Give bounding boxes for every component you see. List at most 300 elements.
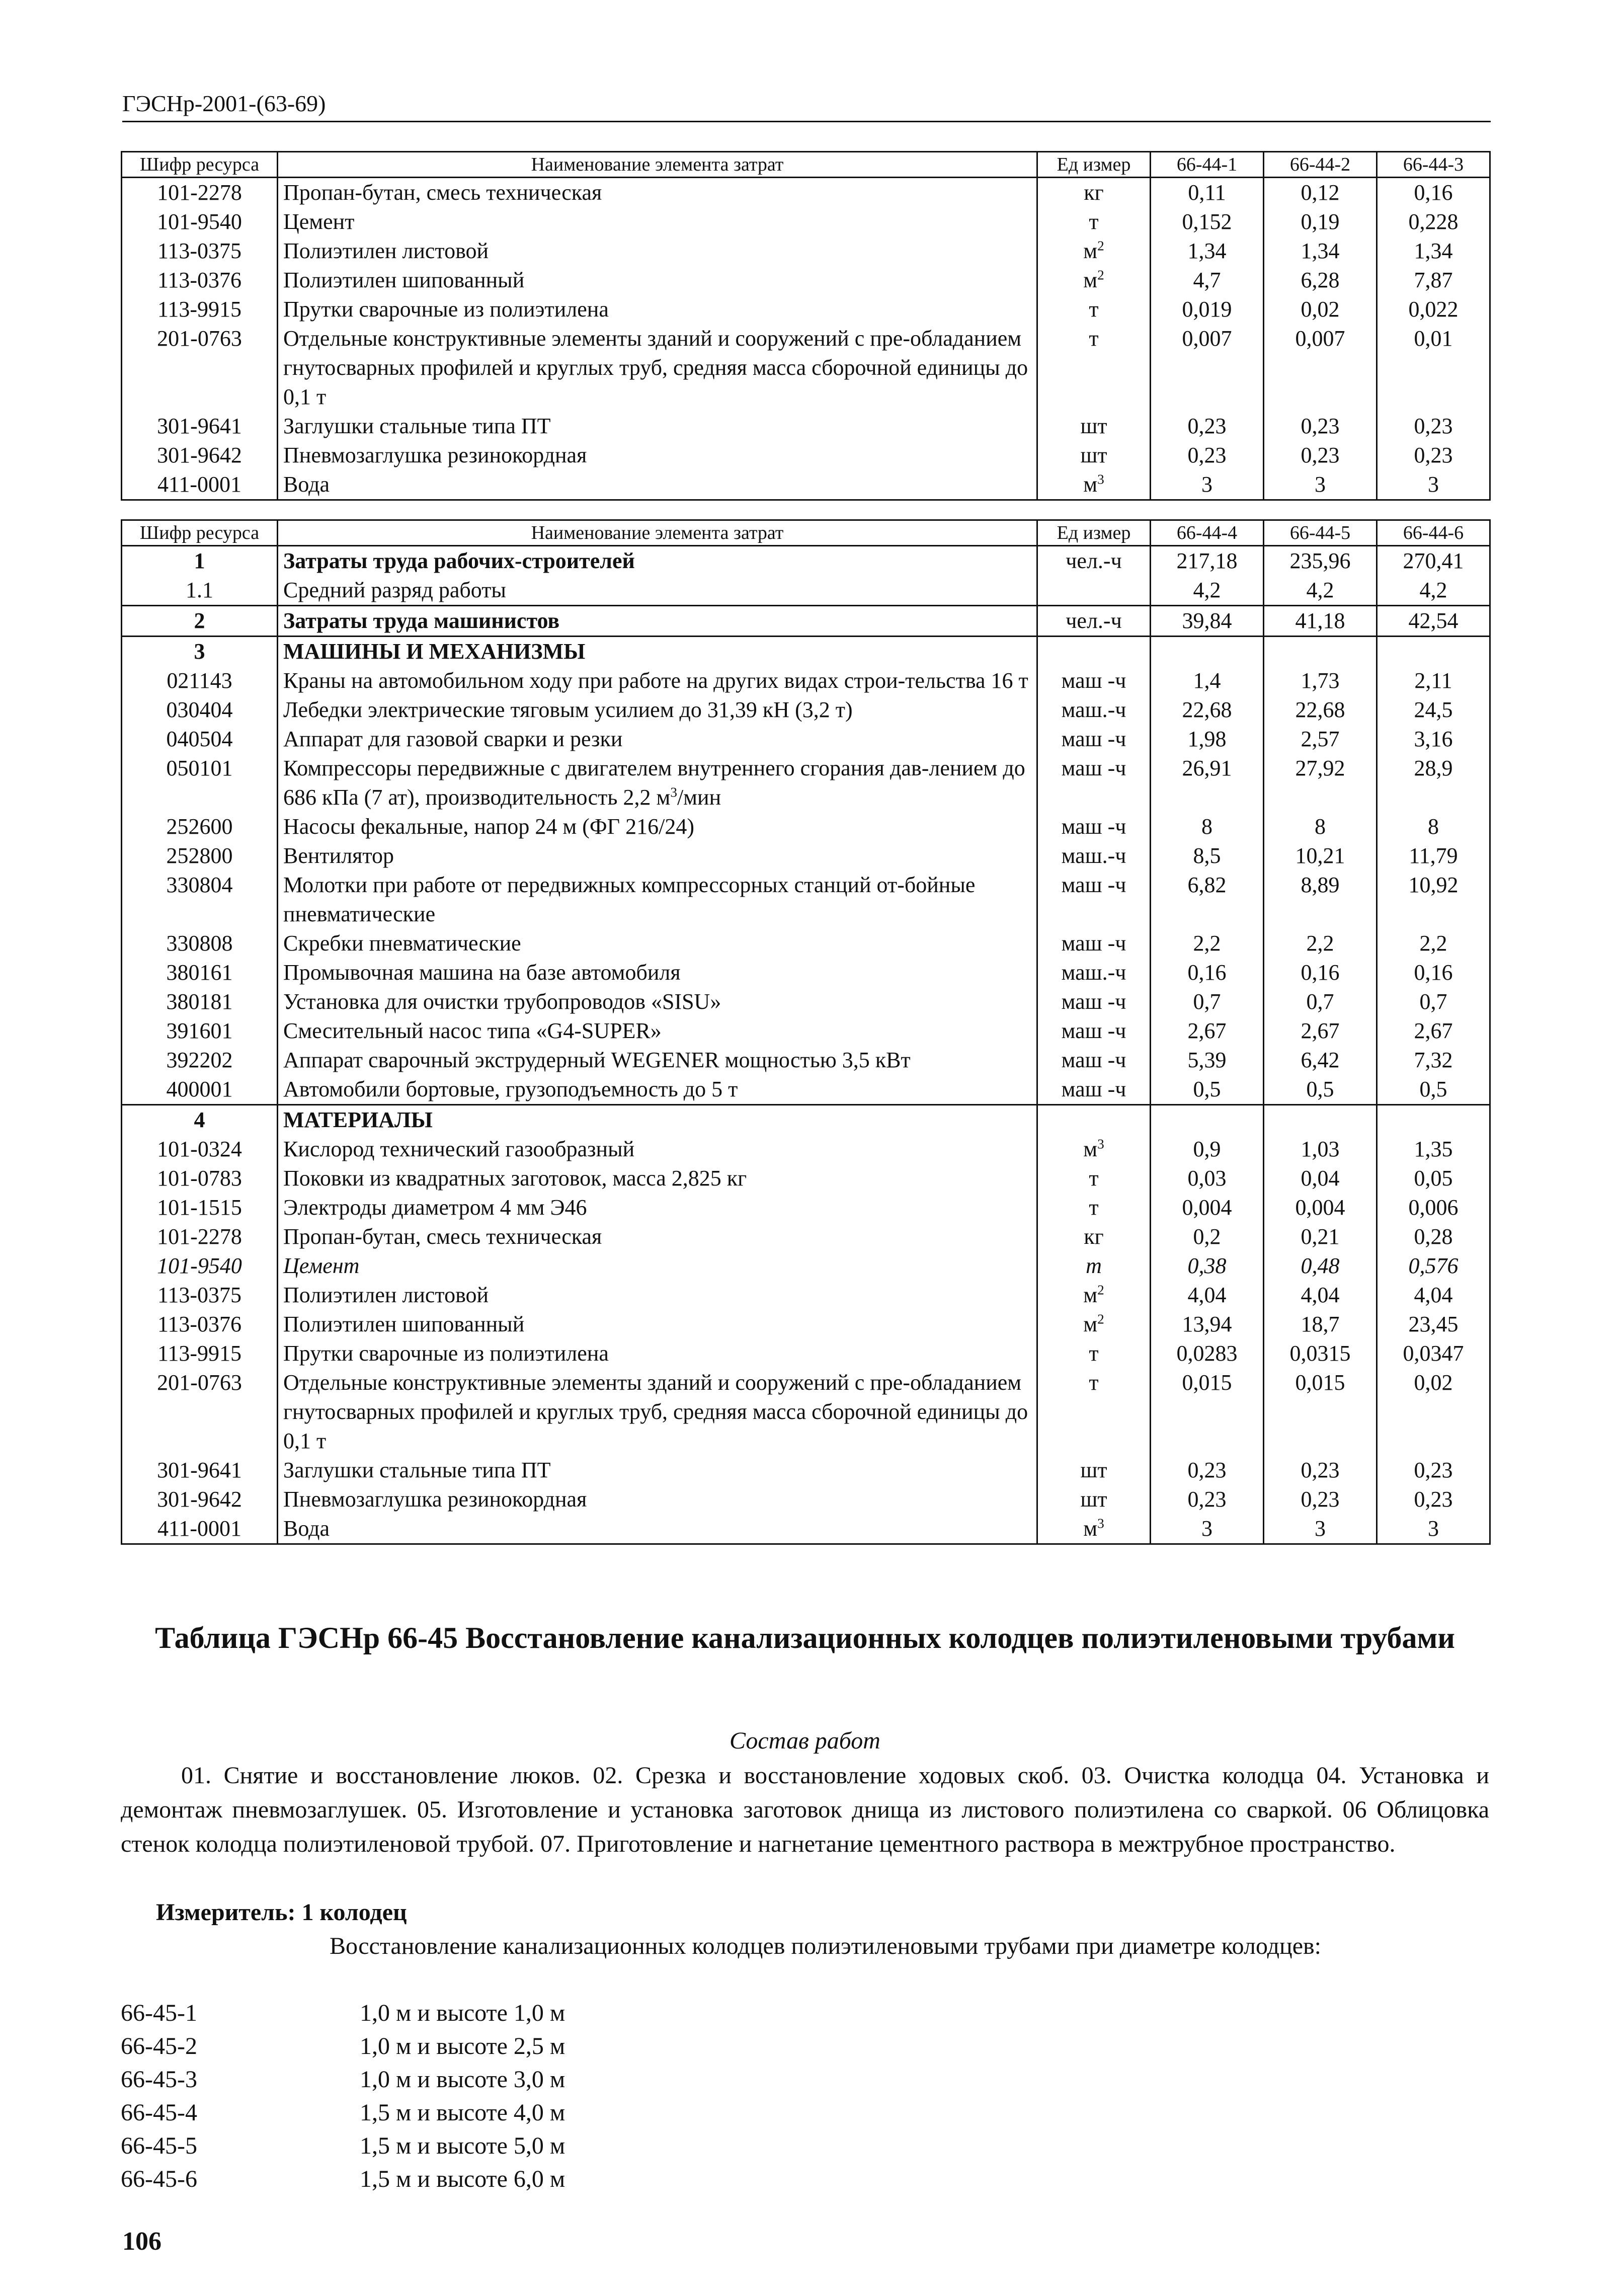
table-row — [122, 666, 1490, 695]
resource-code: 101-2278 — [122, 1222, 278, 1251]
value-cell: 1,98 — [1151, 725, 1264, 754]
value-cell — [1264, 637, 1377, 667]
value-cell: 0,23 — [1151, 441, 1264, 470]
resource-name: Отдельные конструктивные элементы зданий и сооружений с пре-обладанием гнутосварных профилей и круглых труб, средняя масса сборочной единицы до 0,1 т — [278, 324, 1037, 412]
variant-description: 1,0 м и высоте 3,0 м — [360, 2066, 565, 2093]
unit: $м^3$ — [1037, 470, 1151, 500]
table-row — [122, 1105, 1490, 1135]
table-row — [122, 958, 1490, 987]
meter-label: Измеритель: — [156, 1899, 296, 1926]
resource-code: 301-9642 — [122, 441, 278, 470]
column-header: Ед измер — [1037, 520, 1151, 546]
value-cell: 0,006 — [1377, 1193, 1490, 1222]
unit: шт — [1037, 412, 1151, 441]
unit: т — [1037, 207, 1151, 236]
variant-code: 66-45-5 — [121, 2132, 197, 2159]
value-cell — [1264, 1105, 1377, 1135]
resource-code: 101-0324 — [122, 1135, 278, 1164]
value-cell: 3 — [1264, 470, 1377, 500]
resource-name: Заглушки стальные типа ПТ — [278, 412, 1037, 441]
value-cell: 0,48 — [1264, 1251, 1377, 1281]
unit: чел.-ч — [1037, 546, 1151, 576]
variant-code: 66-45-2 — [121, 2033, 197, 2060]
value-cell: 0,019 — [1151, 295, 1264, 324]
column-header: Ед измер — [1037, 152, 1151, 178]
column-header: 66-44-1 — [1151, 152, 1264, 178]
resource-name: Цемент — [278, 207, 1037, 236]
variant-intro: Восстановление канализационных колодцев полиэтиленовыми трубами при диаметре колодцев: — [330, 1933, 1321, 1959]
value-cell: 0,23 — [1264, 412, 1377, 441]
table-row — [122, 987, 1490, 1016]
resource-name: Заглушки стальные типа ПТ — [278, 1456, 1037, 1485]
value-cell: 0,23 — [1377, 1456, 1490, 1485]
value-cell: 0,152 — [1151, 207, 1264, 236]
table-row — [122, 1368, 1490, 1456]
resource-code: 3 — [122, 637, 278, 667]
resource-name: Затраты труда рабочих-строителей — [278, 546, 1037, 576]
unit: маш -ч — [1037, 754, 1151, 812]
value-cell: 0,23 — [1377, 441, 1490, 470]
unit: шт — [1037, 441, 1151, 470]
resource-code: 392202 — [122, 1046, 278, 1075]
value-cell: 0,015 — [1264, 1368, 1377, 1456]
unit: маш -ч — [1037, 1075, 1151, 1105]
table-row — [122, 412, 1490, 441]
value-cell: 1,34 — [1264, 236, 1377, 266]
resource-code: 301-9642 — [122, 1485, 278, 1514]
value-cell: 0,23 — [1151, 412, 1264, 441]
table-row — [122, 441, 1490, 470]
table-row — [122, 576, 1490, 606]
table-row — [122, 1164, 1490, 1193]
resource-name: Средний разряд работы — [278, 576, 1037, 606]
resource-code: 101-9540 — [122, 207, 278, 236]
unit: шт — [1037, 1485, 1151, 1514]
table-row — [122, 1281, 1490, 1310]
unit: маш.-ч — [1037, 958, 1151, 987]
unit: т — [1037, 1368, 1151, 1456]
table-row — [122, 725, 1490, 754]
value-cell: 6,82 — [1151, 870, 1264, 929]
table-row — [122, 1514, 1490, 1544]
resource-name: Лебедки электрические тяговым усилием до 31,39 кН (3,2 т) — [278, 695, 1037, 725]
resource-name: Смесительный насос типа «G4-SUPER» — [278, 1016, 1037, 1046]
value-cell: 2,67 — [1264, 1016, 1377, 1046]
value-cell: 0,38 — [1151, 1251, 1264, 1281]
meter-line — [156, 1897, 407, 1928]
resource-code: 4 — [122, 1105, 278, 1135]
value-cell: 10,92 — [1377, 870, 1490, 929]
value-cell: 0,228 — [1377, 207, 1490, 236]
resource-code: 101-9540 — [122, 1251, 278, 1281]
resource-code: 411-0001 — [122, 470, 278, 500]
resource-code: 113-0375 — [122, 1281, 278, 1310]
column-header: Наименование элемента затрат — [278, 152, 1037, 178]
value-cell: 7,87 — [1377, 266, 1490, 295]
value-cell: 41,18 — [1264, 606, 1377, 637]
value-cell: 13,94 — [1151, 1310, 1264, 1339]
resource-code: 113-9915 — [122, 1339, 278, 1368]
unit: кг — [1037, 178, 1151, 208]
resource-code: 113-0376 — [122, 266, 278, 295]
unit: маш.-ч — [1037, 841, 1151, 870]
variant-item — [121, 2030, 565, 2063]
resource-name: Пропан-бутан, смесь техническая — [278, 178, 1037, 208]
value-cell: 42,54 — [1377, 606, 1490, 637]
value-cell: 0,23 — [1151, 1456, 1264, 1485]
column-header: 66-44-5 — [1264, 520, 1377, 546]
resource-name: Прутки сварочные из полиэтилена — [278, 1339, 1037, 1368]
value-cell: 3,16 — [1377, 725, 1490, 754]
resource-name: МАШИНЫ И МЕХАНИЗМЫ — [278, 637, 1037, 667]
value-cell: 0,23 — [1264, 1456, 1377, 1485]
variant-code: 66-45-4 — [121, 2099, 197, 2126]
resource-name: Вода — [278, 470, 1037, 500]
value-cell: 2,67 — [1151, 1016, 1264, 1046]
table-row — [122, 812, 1490, 841]
value-cell: 3 — [1377, 1514, 1490, 1544]
unit: маш -ч — [1037, 870, 1151, 929]
value-cell: 2,2 — [1377, 929, 1490, 958]
value-cell: 0,16 — [1151, 958, 1264, 987]
value-cell: 4,04 — [1151, 1281, 1264, 1310]
table-header-row — [122, 152, 1490, 178]
value-cell: 1,73 — [1264, 666, 1377, 695]
resource-name: Полиэтилен листовой — [278, 236, 1037, 266]
resource-name: Кислород технический газообразный — [278, 1135, 1037, 1164]
value-cell: 4,2 — [1151, 576, 1264, 606]
resource-code: 040504 — [122, 725, 278, 754]
variant-description: 1,0 м и высоте 2,5 м — [360, 2033, 565, 2060]
value-cell: 0,11 — [1151, 178, 1264, 208]
resource-name: Вода — [278, 1514, 1037, 1544]
resource-code: 252800 — [122, 841, 278, 870]
value-cell: 24,5 — [1377, 695, 1490, 725]
unit: $м^3$ — [1037, 1514, 1151, 1544]
unit: маш -ч — [1037, 1046, 1151, 1075]
work-composition-heading: Состав работ — [730, 1727, 880, 1754]
table-row — [122, 470, 1490, 500]
value-cell: 39,84 — [1151, 606, 1264, 637]
table-row — [122, 1075, 1490, 1105]
unit: маш.-ч — [1037, 695, 1151, 725]
value-cell: 3 — [1151, 470, 1264, 500]
value-cell: 0,0315 — [1264, 1339, 1377, 1368]
table-row — [122, 1016, 1490, 1046]
value-cell: 18,7 — [1264, 1310, 1377, 1339]
resource-name: Вентилятор — [278, 841, 1037, 870]
unit — [1037, 576, 1151, 606]
variant-description: 1,5 м и высоте 4,0 м — [360, 2099, 565, 2126]
table-row — [122, 1222, 1490, 1251]
value-cell: 0,015 — [1151, 1368, 1264, 1456]
value-cell: 0,004 — [1264, 1193, 1377, 1222]
variant-item — [121, 2063, 565, 2096]
resource-table-66-44-1-3 — [121, 151, 1491, 501]
table-title: Таблица ГЭСНр 66-45 Восстановление канализационных колодцев полиэтиленовыми трубами — [155, 1621, 1455, 1654]
value-cell: 0,0347 — [1377, 1339, 1490, 1368]
table-row — [122, 236, 1490, 266]
value-cell: 8 — [1264, 812, 1377, 841]
table-row — [122, 606, 1490, 637]
table-row — [122, 1485, 1490, 1514]
page-header: ГЭСНр-2001-(63-69) — [122, 90, 1491, 122]
resource-name: Промывочная машина на базе автомобиля — [278, 958, 1037, 987]
resource-name: Поковки из квадратных заготовок, масса 2,825 кг — [278, 1164, 1037, 1193]
value-cell: 2,11 — [1377, 666, 1490, 695]
resource-name: Полиэтилен листовой — [278, 1281, 1037, 1310]
unit: маш -ч — [1037, 929, 1151, 958]
resource-table-66-44-4-6 — [121, 519, 1491, 1545]
table-row — [122, 266, 1490, 295]
resource-code: 2 — [122, 606, 278, 637]
resource-name: Краны на автомобильном ходу при работе на других видах строи-тельства 16 т — [278, 666, 1037, 695]
value-cell: 0,7 — [1264, 987, 1377, 1016]
resource-name: Затраты труда машинистов — [278, 606, 1037, 637]
resource-code: 301-9641 — [122, 412, 278, 441]
table-header-row — [122, 520, 1490, 546]
unit: т — [1037, 1164, 1151, 1193]
resource-code: 380161 — [122, 958, 278, 987]
value-cell: 22,68 — [1151, 695, 1264, 725]
variant-code: 66-45-6 — [121, 2166, 197, 2192]
value-cell: 0,2 — [1151, 1222, 1264, 1251]
value-cell: 0,7 — [1377, 987, 1490, 1016]
value-cell: 1,4 — [1151, 666, 1264, 695]
variant-item — [121, 2129, 565, 2163]
variant-code: 66-45-3 — [121, 2066, 197, 2093]
resource-code: 050101 — [122, 754, 278, 812]
value-cell: 0,05 — [1377, 1164, 1490, 1193]
unit: т — [1037, 1339, 1151, 1368]
value-cell: 3 — [1377, 470, 1490, 500]
variant-list — [121, 1997, 565, 2196]
resource-name: Пневмозаглушка резинокордная — [278, 1485, 1037, 1514]
resource-code: 301-9641 — [122, 1456, 278, 1485]
resource-name: МАТЕРИАЛЫ — [278, 1105, 1037, 1135]
value-cell: 0,16 — [1377, 958, 1490, 987]
unit: маш -ч — [1037, 1016, 1151, 1046]
unit: т — [1037, 1251, 1151, 1281]
table-row — [122, 870, 1490, 929]
meter-value: 1 колодец — [301, 1899, 407, 1926]
table-row — [122, 754, 1490, 812]
value-cell: 4,7 — [1151, 266, 1264, 295]
resource-name: Компрессоры передвижные с двигателем внутреннего сгорания дав-лением до 686 кПа (7 ат), производительность 2,2 $м^3$/мин — [278, 754, 1037, 812]
value-cell — [1151, 1105, 1264, 1135]
unit: $м^2$ — [1037, 266, 1151, 295]
unit: маш -ч — [1037, 987, 1151, 1016]
value-cell: 0,007 — [1264, 324, 1377, 412]
value-cell: 0,03 — [1151, 1164, 1264, 1193]
unit: т — [1037, 1193, 1151, 1222]
resource-code: 411-0001 — [122, 1514, 278, 1544]
value-cell: 0,16 — [1377, 178, 1490, 208]
resource-code: 252600 — [122, 812, 278, 841]
table-row — [122, 546, 1490, 576]
resource-name: Аппарат сварочный экструдерный WEGENER мощностью 3,5 кВт — [278, 1046, 1037, 1075]
column-header: 66-44-6 — [1377, 520, 1490, 546]
value-cell: 2,57 — [1264, 725, 1377, 754]
value-cell: 0,004 — [1151, 1193, 1264, 1222]
value-cell: 4,2 — [1264, 576, 1377, 606]
resource-code: 201-0763 — [122, 324, 278, 412]
resource-code: 1.1 — [122, 576, 278, 606]
value-cell — [1377, 637, 1490, 667]
value-cell — [1377, 1105, 1490, 1135]
unit: т — [1037, 295, 1151, 324]
value-cell: 6,28 — [1264, 266, 1377, 295]
resource-code: 113-0375 — [122, 236, 278, 266]
resource-name: Полиэтилен шипованный — [278, 266, 1037, 295]
value-cell: 0,0283 — [1151, 1339, 1264, 1368]
value-cell: 217,18 — [1151, 546, 1264, 576]
value-cell: 1,34 — [1377, 236, 1490, 266]
table-row — [122, 1310, 1490, 1339]
table-row — [122, 637, 1490, 667]
table-row — [122, 1135, 1490, 1164]
variant-item — [121, 1997, 565, 2030]
table-row — [122, 178, 1490, 208]
unit — [1037, 1105, 1151, 1135]
resource-name: Молотки при работе от передвижных компрессорных станций от-бойные пневматические — [278, 870, 1037, 929]
table-row — [122, 207, 1490, 236]
value-cell: 0,022 — [1377, 295, 1490, 324]
table-row — [122, 1251, 1490, 1281]
value-cell: 0,16 — [1264, 958, 1377, 987]
variant-item — [121, 2163, 565, 2196]
resource-code: 021143 — [122, 666, 278, 695]
value-cell: 0,28 — [1377, 1222, 1490, 1251]
value-cell: 6,42 — [1264, 1046, 1377, 1075]
resource-name: Пневмозаглушка резинокордная — [278, 441, 1037, 470]
page-number: 106 — [122, 2227, 161, 2256]
resource-name: Аппарат для газовой сварки и резки — [278, 725, 1037, 754]
resource-code: 113-0376 — [122, 1310, 278, 1339]
value-cell: 2,67 — [1377, 1016, 1490, 1046]
value-cell: 2,2 — [1264, 929, 1377, 958]
table-row — [122, 324, 1490, 412]
column-header: Шифр ресурса — [122, 520, 278, 546]
value-cell: 3 — [1151, 1514, 1264, 1544]
value-cell: 2,2 — [1151, 929, 1264, 958]
value-cell: 4,04 — [1264, 1281, 1377, 1310]
value-cell: 4,2 — [1377, 576, 1490, 606]
resource-code: 101-2278 — [122, 178, 278, 208]
resource-code: 201-0763 — [122, 1368, 278, 1456]
value-cell: 0,5 — [1151, 1075, 1264, 1105]
value-cell: 4,04 — [1377, 1281, 1490, 1310]
value-cell: 0,23 — [1377, 412, 1490, 441]
table-row — [122, 1456, 1490, 1485]
value-cell: 5,39 — [1151, 1046, 1264, 1075]
value-cell: 0,21 — [1264, 1222, 1377, 1251]
column-header: 66-44-3 — [1377, 152, 1490, 178]
value-cell: 0,12 — [1264, 178, 1377, 208]
value-cell: 0,23 — [1151, 1485, 1264, 1514]
value-cell: 0,23 — [1264, 441, 1377, 470]
resource-name: Полиэтилен шипованный — [278, 1310, 1037, 1339]
resource-code: 400001 — [122, 1075, 278, 1105]
value-cell: 8,89 — [1264, 870, 1377, 929]
unit: маш -ч — [1037, 725, 1151, 754]
value-cell: 23,45 — [1377, 1310, 1490, 1339]
column-header: Наименование элемента затрат — [278, 520, 1037, 546]
column-header: Шифр ресурса — [122, 152, 278, 178]
value-cell: 11,79 — [1377, 841, 1490, 870]
value-cell: 0,01 — [1377, 324, 1490, 412]
value-cell: 22,68 — [1264, 695, 1377, 725]
unit: $м^2$ — [1037, 1310, 1151, 1339]
resource-name: Цемент — [278, 1251, 1037, 1281]
value-cell: 0,9 — [1151, 1135, 1264, 1164]
value-cell: 1,35 — [1377, 1135, 1490, 1164]
value-cell: 0,5 — [1264, 1075, 1377, 1105]
table-row — [122, 841, 1490, 870]
table-row — [122, 295, 1490, 324]
unit — [1037, 637, 1151, 667]
resource-code: 101-1515 — [122, 1193, 278, 1222]
value-cell: 0,23 — [1377, 1485, 1490, 1514]
variant-code: 66-45-1 — [121, 2000, 197, 2026]
variant-description: 1,0 м и высоте 1,0 м — [360, 2000, 565, 2026]
value-cell: 0,007 — [1151, 324, 1264, 412]
value-cell: 7,32 — [1377, 1046, 1490, 1075]
value-cell: 8 — [1377, 812, 1490, 841]
value-cell — [1151, 637, 1264, 667]
column-header: 66-44-4 — [1151, 520, 1264, 546]
value-cell: 0,5 — [1377, 1075, 1490, 1105]
resource-name: Установка для очистки трубопроводов «SISU» — [278, 987, 1037, 1016]
value-cell: 10,21 — [1264, 841, 1377, 870]
table-row — [122, 1339, 1490, 1368]
value-cell: 0,576 — [1377, 1251, 1490, 1281]
value-cell: 28,9 — [1377, 754, 1490, 812]
value-cell: 26,91 — [1151, 754, 1264, 812]
unit: маш -ч — [1037, 812, 1151, 841]
value-cell: 0,04 — [1264, 1164, 1377, 1193]
value-cell: 8,5 — [1151, 841, 1264, 870]
table-row — [122, 929, 1490, 958]
table-row — [122, 1193, 1490, 1222]
value-cell: 0,7 — [1151, 987, 1264, 1016]
table-row — [122, 1046, 1490, 1075]
resource-name: Отдельные конструктивные элементы зданий и сооружений с пре-обладанием гнутосварных профилей и круглых труб, средняя масса сборочной единицы до 0,1 т — [278, 1368, 1037, 1456]
resource-code: 101-0783 — [122, 1164, 278, 1193]
resource-name: Электроды диаметром 4 мм Э46 — [278, 1193, 1037, 1222]
resource-code: 1 — [122, 546, 278, 576]
unit: $м^2$ — [1037, 1281, 1151, 1310]
unit: маш -ч — [1037, 666, 1151, 695]
resource-name: Насосы фекальные, напор 24 м (ФГ 216/24) — [278, 812, 1037, 841]
table-row — [122, 695, 1490, 725]
resource-code: 391601 — [122, 1016, 278, 1046]
column-header: 66-44-2 — [1264, 152, 1377, 178]
unit: т — [1037, 324, 1151, 412]
value-cell: 27,92 — [1264, 754, 1377, 812]
unit: $м^3$ — [1037, 1135, 1151, 1164]
value-cell: 0,23 — [1264, 1485, 1377, 1514]
value-cell: 0,19 — [1264, 207, 1377, 236]
resource-name: Скребки пневматические — [278, 929, 1037, 958]
work-composition-text: 01. Снятие и восстановление люков. 02. Срезка и восстановление ходовых скоб. 03. Очистка колодца 04. Установка и демонтаж пневмозаглушек. 05. Изготовление и установка заготовок днища из листового полиэтилена со сваркой. 06 Облицовка стенок колодца полиэтиленовой трубой. 07. Приготовление и нагнетание цементного раствора в межтрубное пространство. — [121, 1762, 1489, 1857]
resource-code: 030404 — [122, 695, 278, 725]
value-cell: 270,41 — [1377, 546, 1490, 576]
unit: $м^2$ — [1037, 236, 1151, 266]
resource-code: 330804 — [122, 870, 278, 929]
variant-item — [121, 2096, 565, 2129]
value-cell: 8 — [1151, 812, 1264, 841]
